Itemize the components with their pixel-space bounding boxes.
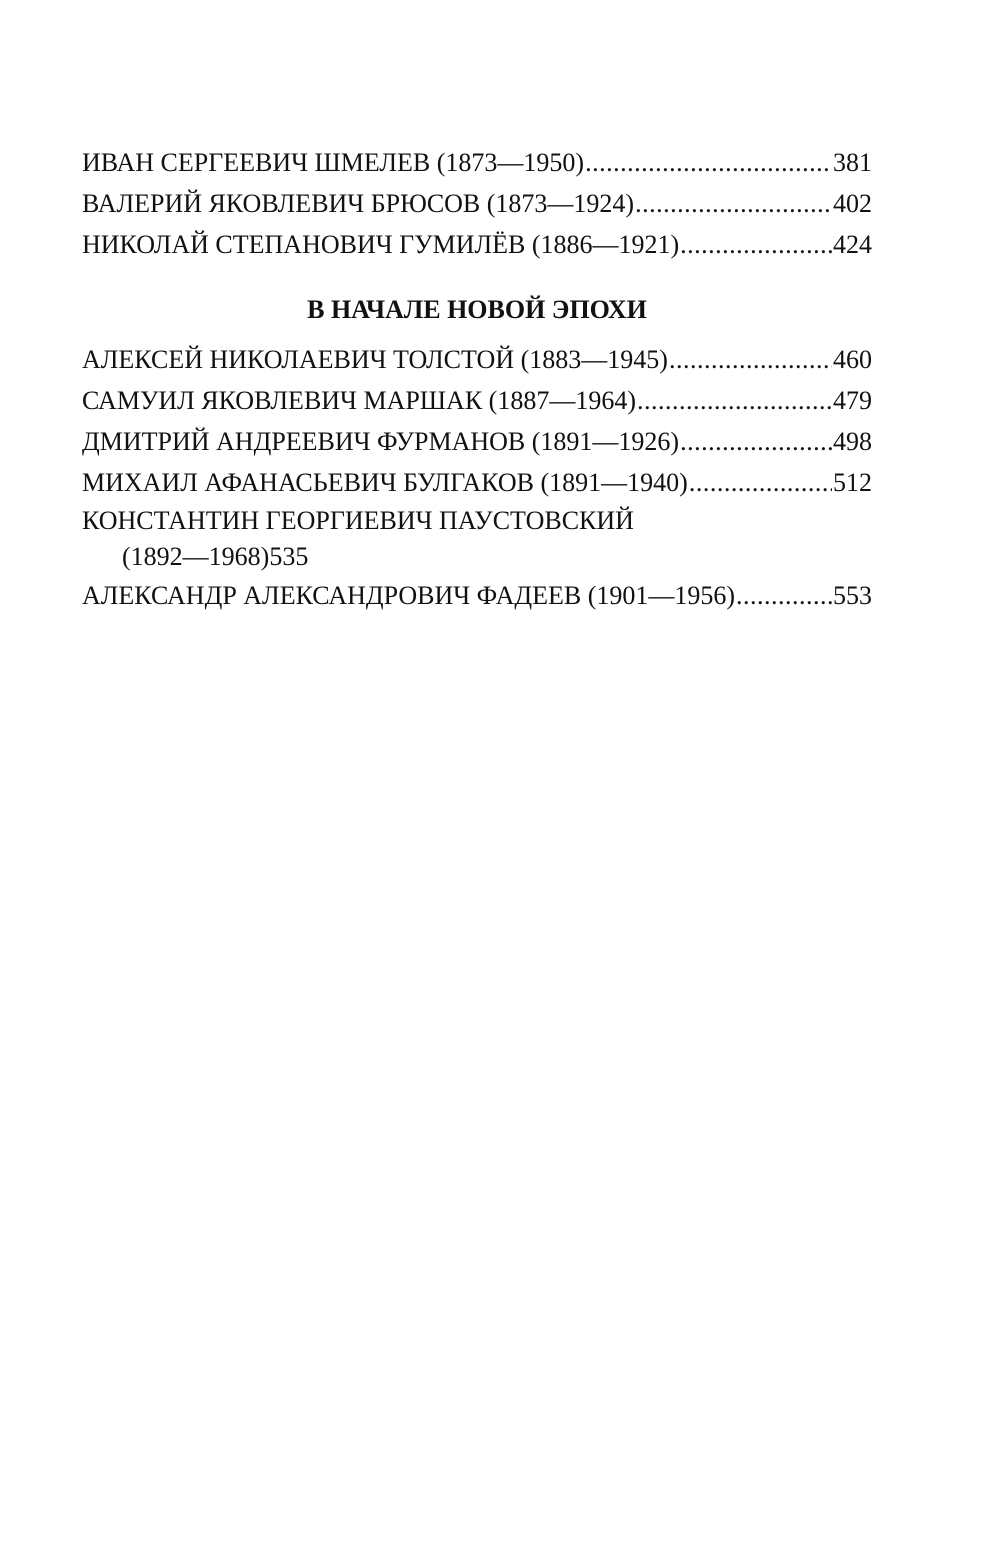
toc-entry-title: АЛЕКСЕЙ НИКОЛАЕВИЧ ТОЛСТОЙ (1883—1945) — [82, 345, 668, 374]
toc-group-1 — [82, 142, 872, 265]
toc-entry-title: МИХАИЛ АФАНАСЬЕВИЧ БУЛГАКОВ (1891—1940) — [82, 468, 688, 497]
dot-leader — [635, 183, 832, 224]
toc-entry-title: САМУИЛ ЯКОВЛЕВИЧ МАРШАК (1887—1964) — [82, 386, 636, 415]
dot-leader — [680, 224, 832, 265]
dot-leader — [736, 575, 832, 616]
toc-entry-page: 535 — [269, 542, 309, 571]
toc-entry-paustovsky — [82, 503, 872, 575]
toc-entry-page: 512 — [833, 468, 872, 497]
toc-entry-marshak — [82, 380, 872, 421]
toc-entry-title: ДМИТРИЙ АНДРЕЕВИЧ ФУРМАНОВ (1891—1926) — [82, 427, 680, 456]
toc-entry-tolstoy — [82, 339, 872, 380]
toc-entry-bulgakov — [82, 462, 872, 503]
dot-leader — [585, 142, 832, 183]
toc-entry-page: 479 — [833, 386, 872, 415]
toc-entry-title-continuation: (1892—1968) — [122, 542, 270, 571]
toc-entry-title: АЛЕКСАНДР АЛЕКСАНДРОВИЧ ФАДЕЕВ (1901—1956) — [82, 581, 736, 610]
dot-leader — [669, 339, 832, 380]
toc-entry-title: НИКОЛАЙ СТЕПАНОВИЧ ГУМИЛЁВ (1886—1921) — [82, 230, 680, 259]
toc-entry-continuation — [82, 539, 872, 575]
toc-entry-fadeev — [82, 575, 872, 616]
section-heading: В НАЧАЛЕ НОВОЙ ЭПОХИ — [307, 295, 647, 324]
toc-entry-shmelev — [82, 142, 872, 183]
table-of-contents — [82, 142, 872, 616]
toc-entry-page: 498 — [833, 427, 872, 456]
toc-entry-page: 402 — [833, 189, 872, 218]
dot-leader — [689, 462, 832, 503]
toc-entry-page: 460 — [833, 345, 872, 374]
toc-entry-title: КОНСТАНТИН ГЕОРГИЕВИЧ ПАУСТОВСКИЙ — [82, 506, 634, 535]
dot-leader — [637, 380, 832, 421]
toc-entry-title: ВАЛЕРИЙ ЯКОВЛЕВИЧ БРЮСОВ (1873—1924) — [82, 189, 635, 218]
toc-entry-page: 424 — [833, 230, 872, 259]
toc-entry-gumilev — [82, 224, 872, 265]
toc-entry-furmanov — [82, 421, 872, 462]
toc-entry-page: 553 — [833, 581, 872, 610]
toc-entry-page: 381 — [833, 148, 872, 177]
toc-entry-bryusov — [82, 183, 872, 224]
toc-group-2 — [82, 339, 872, 616]
dot-leader — [680, 421, 832, 462]
toc-entry-title: ИВАН СЕРГЕЕВИЧ ШМЕЛЕВ (1873—1950) — [82, 148, 585, 177]
